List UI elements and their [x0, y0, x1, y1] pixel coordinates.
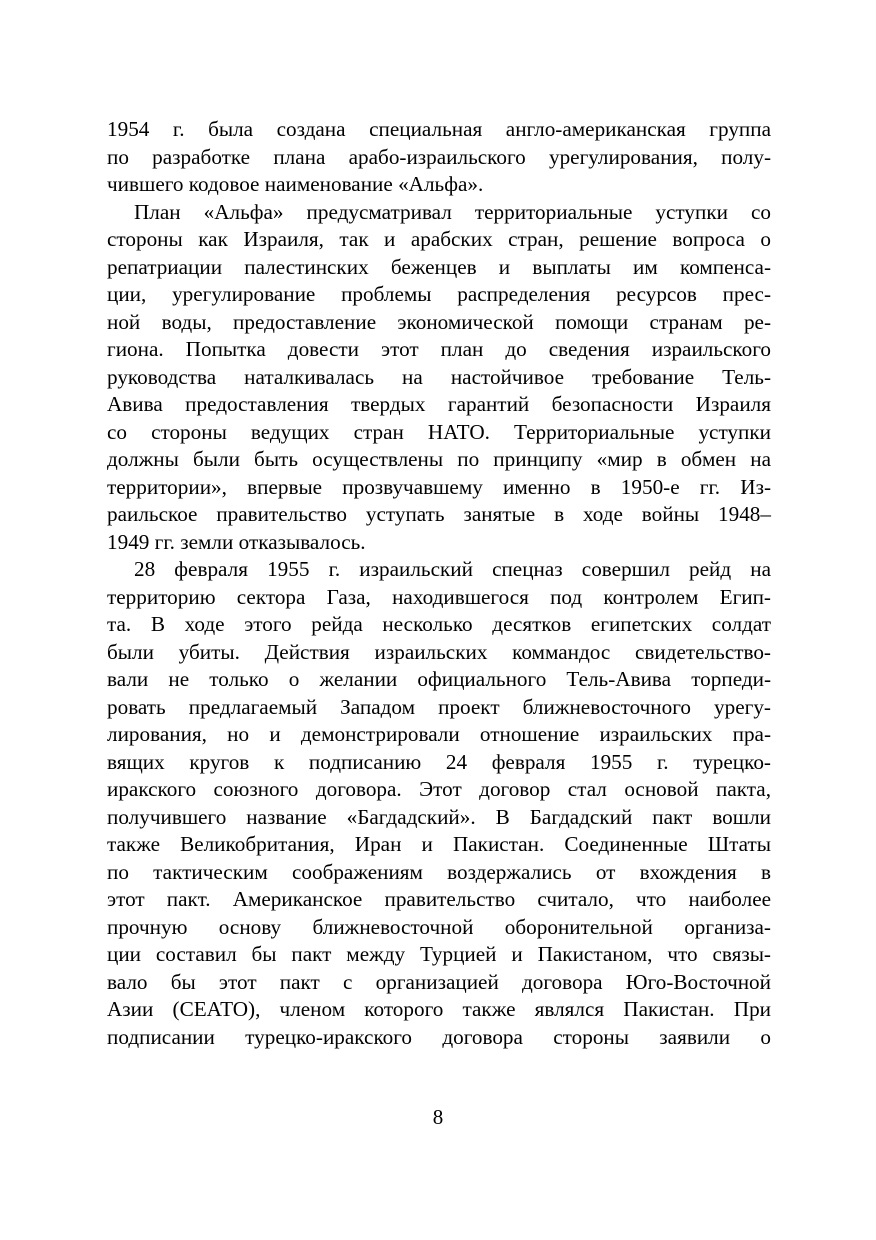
- text-line: раильское правительство уступать занятые в ходе войны 1948–: [107, 502, 771, 526]
- text-line: вало бы этот пакт с организацией договора Юго-Восточной: [107, 969, 771, 994]
- page-number: 8: [432, 1105, 444, 1129]
- text-line: по разработке плана арабо-израильского урегулирования, полу-: [107, 144, 771, 169]
- text-line: территории», впервые прозвучавшему именно в 1950-е гг. Из-: [107, 474, 771, 499]
- text-line: со стороны ведущих стран НАТО. Территориальные уступки: [107, 419, 771, 444]
- text-line: Авива предоставления твердых гарантий безопасности Израиля: [107, 392, 771, 416]
- text-line: ровать предлагаемый Западом проект ближневосточного урегу-: [107, 694, 771, 719]
- text-line: 1954 г. была создана специальная англо-американская группа: [107, 117, 771, 141]
- text-line: гиона. Попытка довести этот план до сведения израильского: [107, 337, 771, 361]
- text-line: вали не только о желании официального Тель-Авива торпеди-: [107, 667, 771, 691]
- text-line: должны были быть осуществлены по принципу «мир в обмен на: [107, 447, 771, 471]
- text-line: получившего название «Багдадский». В Багдадский пакт вошли: [107, 804, 771, 829]
- text-line: прочную основу ближневосточной оборонительной организа-: [107, 914, 771, 939]
- text-line: 1949 гг. земли отказывалось.: [107, 529, 366, 554]
- text-line: ции составил бы пакт между Турцией и Пакистаном, что связы-: [107, 942, 771, 966]
- text-line: иракского союзного договора. Этот договор стал основой пакта,: [107, 777, 771, 801]
- text-line: этот пакт. Американское правительство считало, что наиболее: [107, 887, 771, 911]
- text-line: вящих кругов к подписанию 24 февраля 1955 г. турецко-: [107, 749, 771, 774]
- paragraph-3: [107, 556, 771, 1051]
- text-line: Азии (СЕАТО), членом которого также являлся Пакистан. При: [107, 997, 771, 1021]
- text-line: по тактическим соображениям воздержались от вхождения в: [107, 859, 771, 884]
- page-body: [107, 116, 771, 1051]
- text-line: были убиты. Действия израильских коммандос свидетельство-: [107, 639, 771, 664]
- paragraph-2: [107, 199, 771, 557]
- text-line: 28 февраля 1955 г. израильский спецназ совершил рейд на: [134, 557, 771, 581]
- text-line: репатриации палестинских беженцев и выплаты им компенса-: [107, 254, 771, 279]
- text-line: ной воды, предоставление экономической помощи странам ре-: [107, 309, 771, 334]
- paragraph-1: [107, 116, 771, 199]
- text-line: руководства наталкивалась на настойчивое требование Тель-: [107, 364, 771, 389]
- text-line: ции, урегулирование проблемы распределения ресурсов прес-: [107, 282, 771, 306]
- text-line: подписании турецко-иракского договора стороны заявили о: [107, 1024, 771, 1049]
- text-line: также Великобритания, Иран и Пакистан. Соединенные Штаты: [107, 832, 771, 856]
- text-line: стороны как Израиля, так и арабских стран, решение вопроса о: [107, 227, 771, 251]
- text-line: План «Альфа» предусматривал территориальные уступки со: [134, 199, 771, 224]
- text-line: территорию сектора Газа, находившегося под контролем Егип-: [107, 584, 771, 609]
- text-line: лирования, но и демонстрировали отношение израильских пра-: [107, 722, 771, 746]
- text-line: та. В ходе этого рейда несколько десятков египетских солдат: [107, 612, 771, 636]
- text-line: чившего кодовое наименование «Альфа».: [107, 172, 484, 196]
